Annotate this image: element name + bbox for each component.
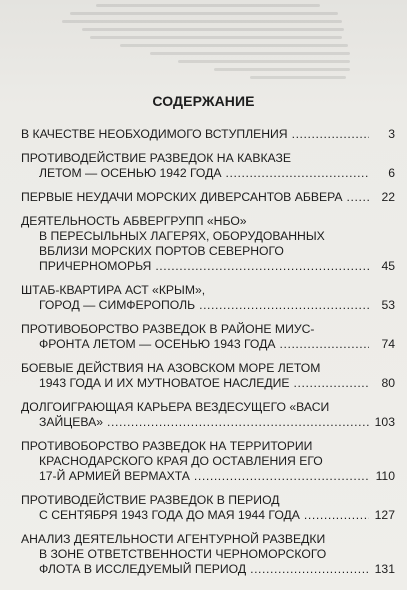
toc-entry <box>21 190 395 205</box>
toc-entry-page-number: 45 <box>381 259 395 273</box>
toc-list <box>21 127 395 586</box>
toc-entry-page-number: 3 <box>388 127 395 141</box>
toc-entry-page-number: 127 <box>374 508 395 522</box>
toc-entry <box>21 151 395 181</box>
toc-entry-title-line: ПРОТИВОБОРСТВО РАЗВЕДОК НА ТЕРРИТОРИИ <box>21 439 313 453</box>
toc-entry-title-line: ПРИЧЕРНОМОРЬЯ ..... <box>21 259 369 274</box>
toc-entry-page-number: 80 <box>381 376 395 390</box>
toc-entry <box>21 532 395 577</box>
toc-entry-title-line: ШТАБ-КВАРТИРА АСТ «КРЫМ», <box>21 283 206 297</box>
toc-entry <box>21 322 395 352</box>
toc-entry <box>21 214 395 274</box>
toc-entry-page-number: 74 <box>381 337 395 351</box>
toc-entry-page-number: 110 <box>375 469 395 483</box>
toc-entry-title-line: В ЗОНЕ ОТВЕТСТВЕННОСТИ ЧЕРНОМОРСКОГО <box>39 547 327 561</box>
toc-entry-title-line: ФРОНТА ЛЕТОМ — ОСЕНЬЮ 1943 ГОДА ..... <box>21 337 369 352</box>
toc-entry-title-line: ПРОТИВОДЕЙСТВИЕ РАЗВЕДОК НА КАВКАЗЕ <box>21 151 292 165</box>
toc-entry-title-line: ГОРОД — СИМФЕРОПОЛЬ ..... <box>21 298 369 313</box>
toc-entry-page-number: 131 <box>374 562 395 576</box>
toc-entry <box>21 439 395 484</box>
toc-entry <box>21 283 395 313</box>
toc-entry-title-line: 1943 ГОДА И ИХ МУТНОВАТОЕ НАСЛЕДИЕ ..... <box>21 376 369 391</box>
toc-entry-title-line: В ПЕРЕСЫЛЬНЫХ ЛАГЕРЯХ, ОБОРУДОВАННЫХ <box>39 229 325 243</box>
toc-entry-page-number: 6 <box>388 166 395 180</box>
toc-entry-title-line: ФЛОТА В ИССЛЕДУЕМЫЙ ПЕРИОД ..... <box>21 562 369 577</box>
toc-entry-title-line: ПЕРВЫЕ НЕУДАЧИ МОРСКИХ ДИВЕРСАНТОВ АБВЕРА ..... <box>21 190 369 205</box>
toc-title: СОДЕРЖАНИЕ <box>152 93 255 109</box>
toc-entry-title-line: ПРОТИВОБОРСТВО РАЗВЕДОК В РАЙОНЕ МИУС- <box>21 322 315 336</box>
toc-entry-title-line: В КАЧЕСТВЕ НЕОБХОДИМОГО ВСТУПЛЕНИЯ ..... <box>21 127 369 142</box>
toc-entry-title-line: ДОЛГОИГРАЮЩАЯ КАРЬЕРА ВЕЗДЕСУЩЕГО «ВАСИ <box>21 400 330 414</box>
toc-entry-title-line: АНАЛИЗ ДЕЯТЕЛЬНОСТИ АГЕНТУРНОЙ РАЗВЕДКИ <box>21 532 326 546</box>
toc-entry-page-number: 103 <box>374 415 395 429</box>
toc-entry-title-line: ЗАЙЦЕВА» ..... <box>21 415 369 430</box>
toc-entry-title-line: 17-Й АРМИЕЙ ВЕРМАХТА ..... <box>21 469 369 484</box>
bleed-through-text <box>0 0 407 86</box>
toc-entry <box>21 127 395 142</box>
toc-entry-title-line: С СЕНТЯБРЯ 1943 ГОДА ДО МАЯ 1944 ГОДА ..... <box>21 508 369 523</box>
toc-entry-page-number: 22 <box>381 190 395 204</box>
toc-entry-page-number: 53 <box>381 298 395 312</box>
toc-entry <box>21 493 395 523</box>
toc-entry-title-line: БОЕВЫЕ ДЕЙСТВИЯ НА АЗОВСКОМ МОРЕ ЛЕТОМ <box>21 361 321 375</box>
toc-entry <box>21 400 395 430</box>
toc-entry-title-line: КРАСНОДАРСКОГО КРАЯ ДО ОСТАВЛЕНИЯ ЕГО <box>39 454 323 468</box>
toc-entry <box>21 361 395 391</box>
toc-entry-title-line: ПРОТИВОДЕЙСТВИЕ РАЗВЕДОК В ПЕРИОД <box>21 493 280 507</box>
toc-entry-title-line: ДЕЯТЕЛЬНОСТЬ АБВЕРГРУПП «НБО» <box>21 214 247 228</box>
toc-entry-title-line: ЛЕТОМ — ОСЕНЬЮ 1942 ГОДА ..... <box>21 166 369 181</box>
toc-entry-title-line: ВБЛИЗИ МОРСКИХ ПОРТОВ СЕВЕРНОГО <box>39 244 284 258</box>
